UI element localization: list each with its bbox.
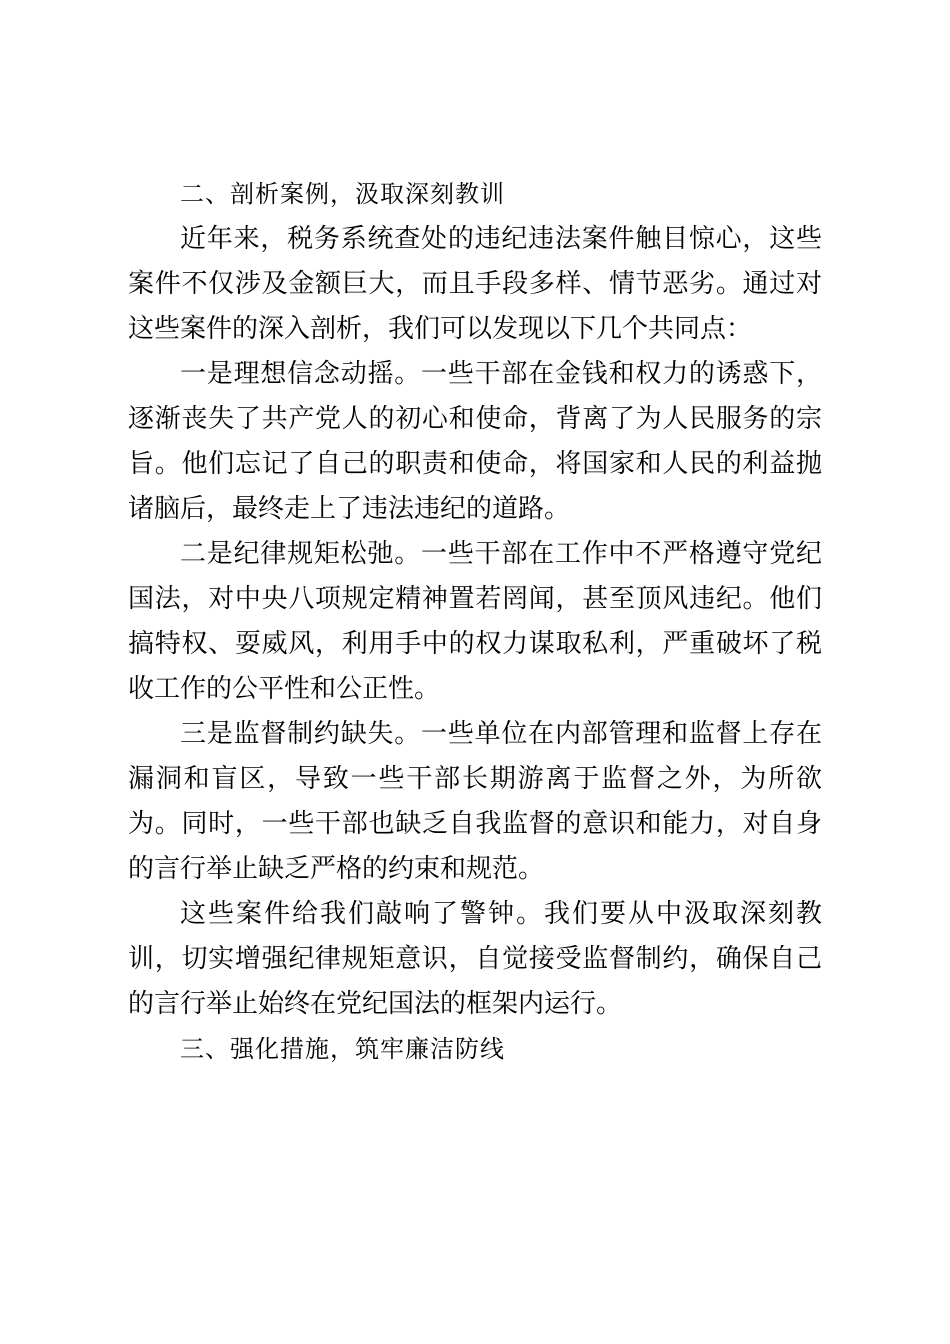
- paragraph-summary: 这些案件给我们敲响了警钟。我们要从中汲取深刻教训，切实增强纪律规矩意识，自觉接受监督制约，确保自己的言行举止始终在党纪国法的框架内运行。: [128, 899, 822, 1019]
- paragraph-point-two: 二是纪律规矩松弛。一些干部在工作中不严格遵守党纪国法，对中央八项规定精神置若罔闻，甚至顶风违纪。他们搞特权、耍威风，利用手中的权力谋取私利，严重破坏了税收工作的公平性和公正性。: [128, 539, 822, 704]
- paragraph-point-three: 三是监督制约缺失。一些单位在内部管理和监督上存在漏洞和盲区，导致一些干部长期游离于监督之外，为所欲为。同时，一些干部也缺乏自我监督的意识和能力，对自身的言行举止缺乏严格的约束和规范。: [128, 719, 822, 884]
- paragraph-intro: 近年来，税务系统查处的违纪违法案件触目惊心，这些案件不仅涉及金额巨大，而且手段多样、情节恶劣。通过对这些案件的深入剖析，我们可以发现以下几个共同点：: [128, 224, 822, 344]
- paragraph-point-one: 一是理想信念动摇。一些干部在金钱和权力的诱惑下，逐渐丧失了共产党人的初心和使命，背离了为人民服务的宗旨。他们忘记了自己的职责和使命，将国家和人民的利益抛诸脑后，最终走上了违法违纪的道路。: [128, 359, 822, 524]
- section-heading-2: 二、剖析案例，汲取深刻教训: [180, 180, 505, 208]
- document-body: [128, 172, 822, 1072]
- section-heading-3: 三、强化措施，筑牢廉洁防线: [180, 1035, 505, 1063]
